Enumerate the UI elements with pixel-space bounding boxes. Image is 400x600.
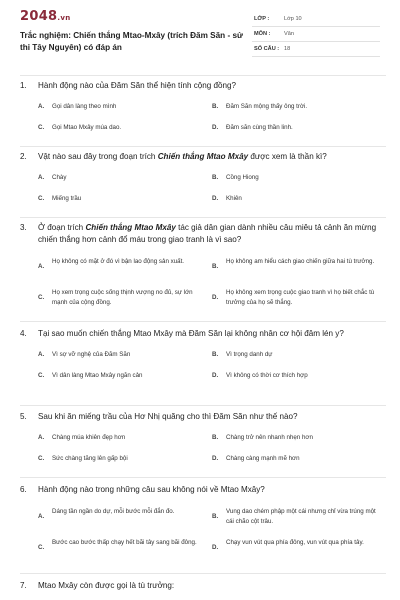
question-6 (20, 484, 386, 566)
option-letter: C. (38, 294, 45, 301)
question-stem (20, 484, 386, 496)
option-letter: A. (38, 513, 45, 520)
option-text: Gọi Mtao Mxây múa dao. (52, 124, 122, 131)
question-number: 1. (20, 81, 27, 90)
meta-value: Văn (284, 31, 294, 37)
option-text: Vì dân làng Mtao Mxây ngăn cản (52, 372, 143, 379)
meta-value: 18 (284, 46, 291, 52)
option-text: Dáng tần ngần do dự, mỗi bước mỗi đắn đo. (52, 508, 175, 515)
question-stem (20, 151, 386, 163)
logo-main-text: 2048 (20, 9, 58, 24)
option-letter: C. (38, 544, 45, 551)
option-letter: A. (38, 434, 45, 441)
option-d[interactable] (212, 194, 380, 204)
question-number: 4. (20, 329, 27, 338)
option-letter: D. (212, 544, 219, 551)
divider (20, 321, 386, 322)
question-text: Vật nào sau đây trong đoạn trích (38, 152, 158, 161)
option-b[interactable] (212, 433, 380, 443)
option-letter: B. (212, 263, 219, 270)
meta-row-subject (252, 27, 380, 42)
question-3 (20, 222, 386, 316)
option-letter: A. (38, 103, 45, 110)
question-5 (20, 411, 386, 473)
divider (20, 75, 386, 76)
option-letter: A. (38, 351, 45, 358)
option-text: Bước cao bước thấp chạy hết bãi tây sang bãi đông. (52, 539, 197, 546)
option-b[interactable] (212, 257, 380, 270)
question-stem (20, 580, 386, 592)
option-text: Vì sợ vỡ nghệ của Đăm Săn (52, 351, 131, 358)
question-text-emphasis: Chiến thắng Mtao Mxây (157, 152, 249, 161)
question-text: Ở đoạn trích (38, 223, 86, 232)
document-header (0, 0, 400, 66)
question-number: 7. (20, 581, 27, 590)
meta-key: SỐ CÂU : (254, 46, 280, 52)
option-letter: C. (38, 195, 45, 202)
option-a[interactable] (38, 350, 206, 360)
option-letter: D. (212, 372, 219, 379)
question-stem (20, 80, 386, 92)
option-text: Vung dao chém phập một cái nhưng chỉ vừa trúng một cái chão cột trâu. (226, 508, 376, 525)
question-2 (20, 151, 386, 213)
question-text-emphasis: Chiến thắng Mtao Mxây (85, 223, 176, 232)
option-text: Sức chàng tăng lên gấp bội (52, 455, 128, 462)
option-d[interactable] (212, 538, 380, 551)
divider (20, 217, 386, 218)
meta-info-table (252, 12, 380, 57)
option-c[interactable] (38, 288, 206, 307)
option-letter: B. (212, 103, 219, 110)
question-stem (20, 222, 386, 246)
option-letter: D. (212, 294, 219, 301)
option-text: Chàng múa khiên đẹp hơn (52, 434, 126, 441)
option-b[interactable] (212, 173, 380, 183)
question-number: 2. (20, 152, 27, 161)
question-text: Mtao Mxây còn được gọi là tù trưởng: (38, 581, 175, 590)
option-text: Chày (52, 174, 67, 181)
option-b[interactable] (212, 507, 380, 526)
option-a[interactable] (38, 507, 206, 520)
option-a[interactable] (38, 173, 206, 183)
option-text: Vì trọng danh dự (226, 351, 273, 358)
option-text: Chàng càng mạnh mẽ hơn (226, 455, 300, 462)
option-text: Họ không am hiểu cách giao chiến giữa hai tù trưởng. (226, 258, 375, 265)
divider (20, 573, 386, 574)
option-text: Họ không xem trọng cuộc giao tranh vì họ biết chắc tù trưởng của họ sẽ thắng. (226, 289, 375, 306)
option-letter: D. (212, 455, 219, 462)
options (20, 504, 386, 566)
option-b[interactable] (212, 102, 380, 112)
question-7 (20, 580, 386, 592)
option-a[interactable] (38, 102, 206, 112)
option-letter: B. (212, 351, 219, 358)
question-text-end: được xem là thần kì? (248, 152, 327, 161)
divider (20, 477, 386, 478)
options (20, 171, 386, 213)
option-d[interactable] (212, 288, 380, 307)
question-number: 3. (20, 223, 27, 232)
options (20, 348, 386, 390)
option-letter: D. (212, 195, 219, 202)
option-text: Họ xem trọng cuộc sống thịnh vượng no đủ, sự lớn mạnh của cộng đồng. (52, 289, 193, 306)
option-d[interactable] (212, 123, 380, 133)
question-text: Tại sao muốn chiến thắng Mtao Mxây mà Đăm Săn lại không nhân cơ hội đâm lén y? (38, 329, 344, 338)
options (20, 100, 386, 142)
question-number: 5. (20, 412, 27, 421)
option-text: Khiên (226, 195, 242, 202)
option-text: Họ không có mặt ở đó vì bận lao động sản xuất. (52, 258, 185, 265)
option-c[interactable] (38, 538, 206, 551)
option-letter: A. (38, 263, 45, 270)
option-letter: D. (212, 124, 219, 131)
meta-row-class (252, 12, 380, 27)
meta-key: LỚP : (254, 16, 270, 22)
meta-value: Lớp 10 (284, 16, 302, 22)
option-text: Gọi dân làng theo mình (52, 103, 117, 110)
options (20, 254, 386, 316)
option-letter: B. (212, 513, 219, 520)
option-letter: C. (38, 455, 45, 462)
logo-suffix-text: .vn (57, 14, 71, 22)
option-text: Cồng Hiong (226, 174, 259, 181)
option-c[interactable] (38, 194, 206, 204)
option-a[interactable] (38, 257, 206, 270)
option-c[interactable] (38, 123, 206, 133)
option-letter: B. (212, 174, 219, 181)
option-text: Đăm săn cùng thần linh. (226, 124, 293, 131)
option-a[interactable] (38, 433, 206, 443)
options (20, 431, 386, 473)
option-letter: A. (38, 174, 45, 181)
option-text: Chạy vun vút qua phía đông, vun vút qua phía tây. (226, 539, 364, 546)
option-c[interactable] (38, 454, 206, 464)
option-letter: C. (38, 372, 45, 379)
question-text: Hành động nào trong những câu sau không nói về Mtao Mxây? (38, 485, 265, 494)
option-text: Vì không có thời cơ thích hợp (226, 372, 308, 379)
question-4 (20, 328, 386, 390)
question-text: Sau khi ăn miếng trầu của Hơ Nhị quăng cho thì Đăm Săn như thế nào? (38, 412, 298, 421)
question-1 (20, 80, 386, 142)
option-d[interactable] (212, 371, 380, 381)
option-letter: C. (38, 124, 45, 131)
question-stem (20, 411, 386, 423)
option-text: Miếng trầu (52, 195, 82, 202)
meta-row-count (252, 42, 380, 57)
page-title: Trắc nghiệm: Chiến thắng Mtao-Mxây (trích Đăm Săn - sử thi Tây Nguyên) có đáp án (20, 31, 243, 52)
question-stem (20, 328, 386, 340)
option-d[interactable] (212, 454, 380, 464)
question-number: 6. (20, 485, 27, 494)
option-b[interactable] (212, 350, 380, 360)
option-text: Đăm Săn mộng thấy ông trời. (226, 103, 308, 110)
divider (20, 146, 386, 147)
divider (20, 405, 386, 406)
site-logo[interactable] (20, 9, 71, 24)
option-letter: B. (212, 434, 219, 441)
question-text: Hành động nào của Đăm Săn thể hiện tính cộng đồng? (38, 81, 236, 90)
meta-key: MÔN : (254, 31, 271, 37)
question-text-end: tác giả dân gian dành nhiều câu miêu tả cảnh ăn mừng chiến thắng hơn cảnh đổ máu trong giao tranh là vì sao? (38, 223, 377, 244)
option-text: Chàng trở nên nhanh nhẹn hơn (226, 434, 313, 441)
option-c[interactable] (38, 371, 206, 381)
